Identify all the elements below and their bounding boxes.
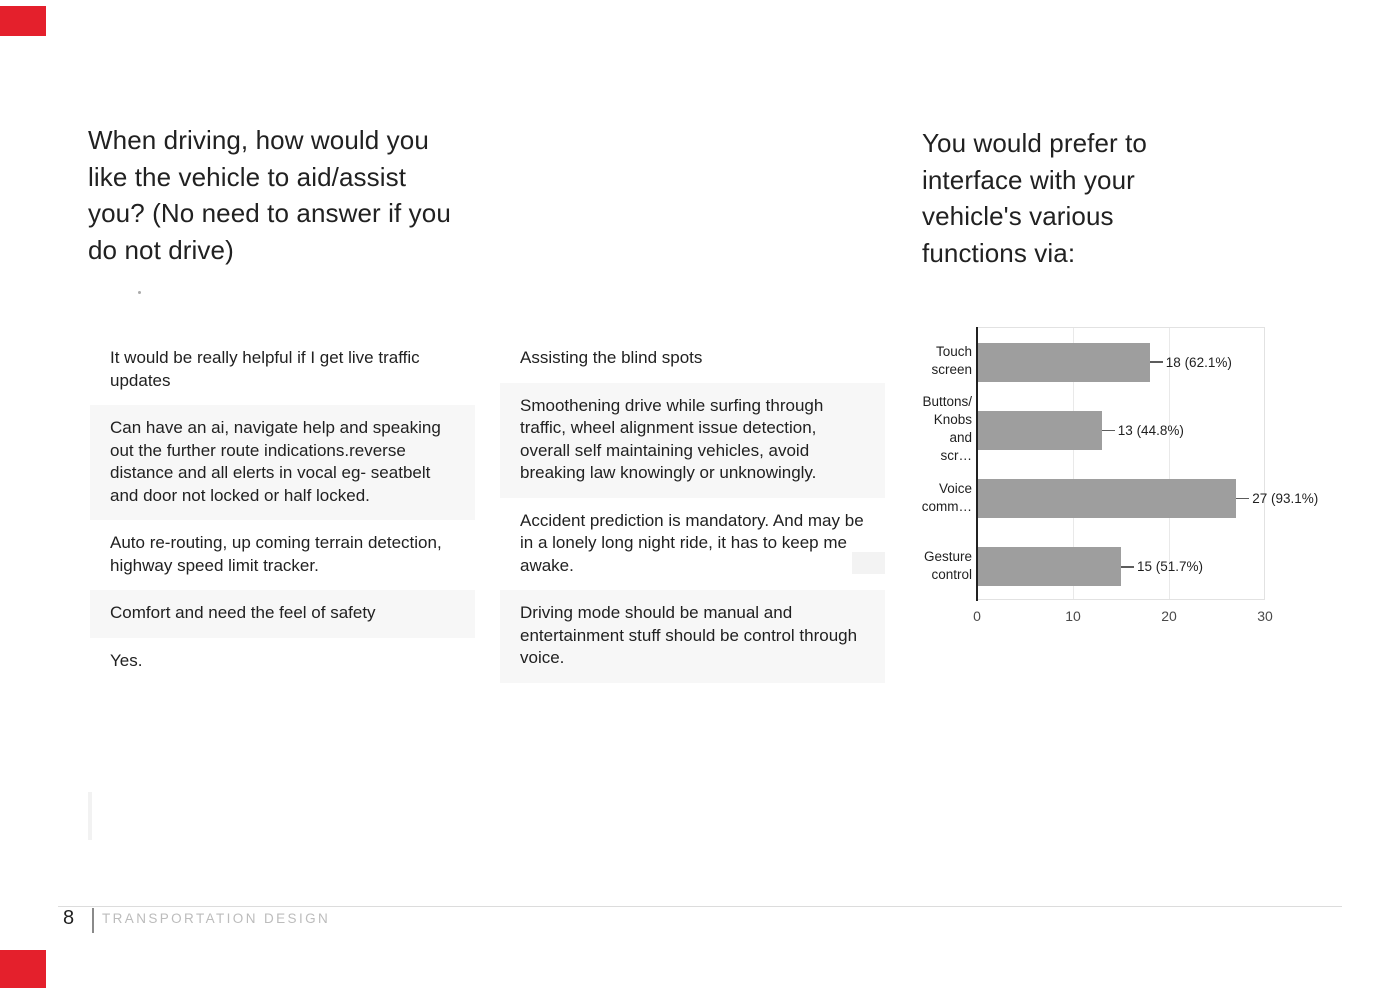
response-text: Auto re-routing, up coming terrain detection, highway speed limit tracker. <box>110 533 442 575</box>
leader-line <box>1102 430 1115 432</box>
category-label: Voice comm… <box>921 480 972 514</box>
gray-patch <box>852 552 885 574</box>
response-bar-chart <box>920 325 1319 635</box>
chart-row <box>977 396 1265 464</box>
response-card <box>90 590 475 638</box>
bar <box>977 479 1236 518</box>
response-text: Accident prediction is mandatory. And may be in a lonely long night ride, it has to keep me awake. <box>520 510 864 575</box>
leader-line <box>1236 498 1249 500</box>
response-text: Driving mode should be manual and entertainment stuff should be control through voice. <box>520 603 858 667</box>
page-number: 8 <box>63 907 75 929</box>
response-card <box>90 335 475 405</box>
bar-value-label: 18 (62.1%) <box>1165 354 1232 370</box>
response-card <box>500 383 885 498</box>
footer-divider <box>58 906 1342 907</box>
footer-separator <box>92 908 94 933</box>
response-text: Comfort and need the feel of safety <box>110 603 376 622</box>
x-tick-label: 30 <box>1257 608 1273 624</box>
responses-column-2 <box>500 335 885 683</box>
response-card <box>500 335 885 383</box>
response-text: Can have an ai, navigate help and speaking out the further route indications.reverse distance and all elerts in vocal eg- seatbelt and door not locked or half locked. <box>110 418 441 505</box>
bar <box>977 547 1121 586</box>
response-card <box>90 405 475 520</box>
x-tick-label: 20 <box>1161 608 1177 624</box>
question-title-left: When driving, how would you like the vehicle to aid/assist you? (No need to answer if you do not drive) <box>88 125 451 265</box>
bar-value-label: 15 (51.7%) <box>1137 559 1204 575</box>
chart-row <box>977 533 1265 601</box>
bar <box>977 411 1102 450</box>
category-label: Touch screen <box>931 344 972 378</box>
response-text: Smoothening drive while surfing through traffic, wheel alignment issue detection, overall self maintaining vehicles, avoid breaking law knowingly or unknowingly. <box>520 395 824 482</box>
chart-plot-area <box>977 327 1319 600</box>
response-card <box>500 590 885 683</box>
response-card <box>90 520 475 590</box>
x-tick-label: 0 <box>973 608 981 624</box>
faint-strip <box>88 792 92 840</box>
bar-value-label: 27 (93.1%) <box>1252 491 1319 507</box>
question-title-right: You would prefer to interface with your vehicle's various functions via: <box>922 128 1147 268</box>
red-accent-top <box>0 6 46 36</box>
response-text: Assisting the blind spots <box>520 348 703 367</box>
stray-dot <box>138 291 141 294</box>
response-card <box>90 638 475 686</box>
responses-column-1 <box>90 335 475 685</box>
category-label: Gesture control <box>923 548 972 582</box>
category-label: Buttons/ Knobs and scr… <box>922 394 972 464</box>
red-accent-bottom <box>0 950 46 988</box>
chart-row <box>977 465 1319 533</box>
footer-title: TRANSPORTATION DESIGN <box>102 911 331 926</box>
response-text: It would be really helpful if I get live traffic updates <box>110 348 420 390</box>
bar-value-label: 13 (44.8%) <box>1117 422 1184 438</box>
y-axis-line <box>976 327 978 601</box>
response-text: Yes. <box>110 650 143 670</box>
bar <box>977 343 1150 382</box>
x-tick-label: 10 <box>1065 608 1081 624</box>
leader-line <box>1121 566 1134 568</box>
chart-row <box>977 328 1265 396</box>
response-card <box>500 498 885 591</box>
leader-line <box>1150 361 1163 363</box>
